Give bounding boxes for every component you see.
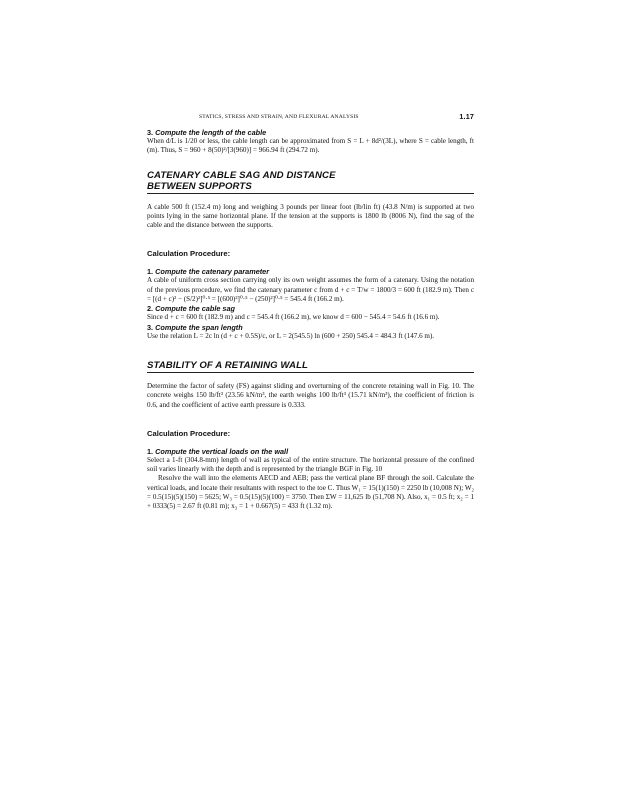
section-intro: A cable 500 ft (152.4 m) long and weighing 3 pounds per linear foot (lb/lin ft) (43.8 N/m) is supported at two points lying in the same horizontal plane. If the tension at the supports is 1800 lb (8006 N), find the sag of the cable and the distance between the supports. — [147, 202, 474, 230]
page-number: 1.17 — [459, 112, 474, 121]
step-title: Compute the vertical loads on the wall — [155, 446, 289, 456]
paragraph: Since d + c = 600 ft (182.9 m) and c = 545.4 ft (166.2 m), we know d = 600 − 545.4 = 54.6 ft (16.6 m). — [147, 313, 440, 322]
paragraph: Resolve the wall into the elements AECD and AEB; pass the vertical plane BF through the soil. Calculate the vertical loads, and locate their resultants with respect to the toe C. Thus W₁ = 15(1)(150) = 2250 lb (10,008 N); W₂ = 0.5(15)(5)(150) = 5625; W₃ = 0.5(15)(5)(100) = 3750. Then ΣW = 11,625 lb (51,708 N). Also, x₁ = 0.5 ft; x₂ = 1 + 0333(5) = 2.67 ft (0.81 m); x₃ = 1 + 0.667(5) = 433 ft (1.32 m). — [147, 474, 474, 511]
paragraph: Use the relation L = 2c ln (d + c + 0.5S)/c, or L = 2(545.5) ln (600 + 250) 545.4 = 484.3 ft (147.6 m). — [147, 331, 435, 340]
paragraph: A cable of uniform cross section carrying only its own weight assumes the form of a catenary. Using the notation of the previous procedure, we find the catenary parameter c from d + c = T/w = 1800/3 = 600 ft (182.9 m). Then c = [(d + c)² − (S/2)²]⁰·⁵ = [(600)²]⁰·⁵ − (250)²]⁰·⁵ = 545.4 ft (166.2 m). — [147, 276, 474, 304]
step-heading — [147, 323, 474, 332]
calculation-procedure-label: Calculation Procedure: — [147, 428, 231, 438]
section-heading-line: CATENARY CABLE SAG AND DISTANCE — [147, 169, 336, 181]
section-heading-retaining-wall: STABILITY OF A RETAINING WALL — [147, 360, 474, 373]
step-heading — [147, 447, 474, 456]
step-number: 1. — [147, 446, 154, 456]
paragraph: When d/L is 1/20 or less, the cable length can be approximated from S = L + 8d²/(3L), where S = cable length, ft (m). Thus, S = 960 + 8(50)²/[3(960)] = 966.94 ft (294.72 m). — [147, 137, 474, 155]
page — [147, 112, 474, 512]
step-title: Compute the cable sag — [155, 304, 236, 314]
section-heading-catenary — [147, 170, 474, 194]
running-head — [147, 112, 474, 124]
section-heading-line: BETWEEN SUPPORTS — [147, 180, 252, 192]
step-heading — [147, 128, 474, 137]
running-head-title: STATICS, STRESS AND STRAIN, AND FLEXURAL ANALYSIS — [199, 114, 359, 120]
section-intro: Determine the factor of safety (FS) against sliding and overturning of the concrete retaining wall in Fig. 10. The concrete weighs 150 lb/ft³ (23.56 kN/m³, the earth weighs 100 lb/ft³ (15.71 kN/m³), the coefficient of friction is 0.6, and the coefficient of active earth pressure is 0.333. — [147, 381, 474, 409]
step-title: Compute the catenary parameter — [155, 267, 270, 277]
step-heading — [147, 304, 474, 313]
step-title: Compute the length of the cable — [155, 128, 267, 137]
calculation-procedure-label: Calculation Procedure: — [147, 249, 231, 259]
step-title: Compute the span length — [155, 322, 243, 332]
step-number: 1. — [147, 267, 154, 277]
step-heading — [147, 267, 474, 276]
paragraph: Select a 1-ft (304.8-mm) length of wall as typical of the entire structure. The horizontal pressure of the confined soil varies linearly with the depth and is represented by the triangle BGF in Fig. 10 — [147, 455, 474, 474]
step-number: 3. — [147, 322, 154, 332]
step-number: 3. — [147, 128, 154, 137]
step-number: 2. — [147, 304, 154, 314]
